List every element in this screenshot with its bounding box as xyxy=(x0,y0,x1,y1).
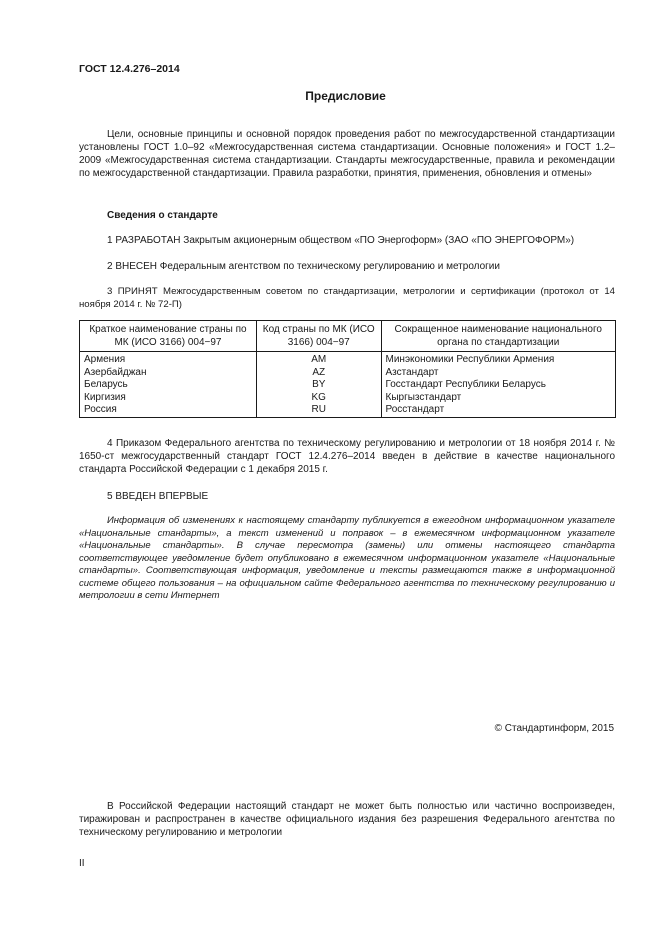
table-cell-body: Госстандарт Республики Беларусь xyxy=(381,379,616,392)
table-row xyxy=(80,367,616,380)
table-header-body: Сокращенное наименование национального органа по стандартизации xyxy=(381,321,616,352)
item-first-introduced: 5 ВВЕДЕН ВПЕРВЫЕ xyxy=(107,491,209,502)
table-cell-code: AZ xyxy=(256,367,381,380)
table-row xyxy=(80,352,616,367)
item-introduced: 2 ВНЕСЕН Федеральным агентством по техническому регулированию и метрологии xyxy=(107,261,500,272)
document-code: ГОСТ 12.4.276–2014 xyxy=(79,63,180,75)
page-number: II xyxy=(79,858,85,869)
table-cell-code: BY xyxy=(256,379,381,392)
item-order: 4 Приказом Федерального агентства по техническому регулированию и метрологии от 18 ноября 2014 г. № 1650-ст межгосударственный стандарт ГОСТ 12.4.276–2014 введен в действие в качестве национального стандарта Российской Федерации с 1 декабря 2015 г. xyxy=(79,438,615,475)
item-adopted: 3 ПРИНЯТ Межгосударственным советом по стандартизации, метрологии и сертификации (протокол от 14 ноября 2014 г. № 72-П) xyxy=(79,286,615,310)
table-cell-body: Минэкономики Республики Армения xyxy=(381,352,616,367)
table-header-country: Краткое наименование страны по МК (ИСО 3166) 004−97 xyxy=(80,321,257,352)
table-cell-body: Азстандарт xyxy=(381,367,616,380)
table-cell-country: Киргизия xyxy=(80,392,257,405)
legal-notice: В Российской Федерации настоящий стандарт не может быть полностью или частично воспроизведен, тиражирован и распространен в качестве официального издания без разрешения Федерального агентства по техническому регулированию и метрологии xyxy=(79,801,615,838)
table-row xyxy=(80,379,616,392)
table-cell-country: Азербайджан xyxy=(80,367,257,380)
page-title: Предисловие xyxy=(305,89,386,103)
intro-paragraph: Цели, основные принципы и основной порядок проведения работ по межгосударственной стандартизации установлены ГОСТ 1.0–92 «Межгосударственная система стандартизации. Основные положения» и ГОСТ 1.2–2009 «Межгосударственная система стандартизации. Стандарты межгосударственные, правила и рекомендации по межгосударственной стандартизации. Правила разработки, принятия, применения, обновления и отмены» xyxy=(79,129,615,179)
table-cell-country: Россия xyxy=(80,404,257,417)
table-cell-body: Росстандарт xyxy=(381,404,616,417)
amendments-notice: Информация об изменениях к настоящему стандарту публикуется в ежегодном информационном указателе «Национальные стандарты», а текст изменений и поправок – в ежемесячном информационном указателе «Национальные стандарты». В случае пересмотра (замены) или отмены настоящего стандарта соответствующее уведомление будет опубликовано в ежемесячном информационном указателе «Национальные стандарты». Соответствующая информация, уведомление и тексты размещаются также в информационной системе общего пользования – на официальном сайте Федерального агентства по техническому регулированию и метрологии в сети Интернет xyxy=(79,515,615,601)
section-title: Сведения о стандарте xyxy=(107,210,218,221)
table-header-code: Код страны по МК (ИСО 3166) 004−97 xyxy=(256,321,381,352)
table-header-row xyxy=(80,321,616,352)
countries-table xyxy=(79,320,616,418)
table-cell-country: Армения xyxy=(80,352,257,367)
table-cell-code: RU xyxy=(256,404,381,417)
table-cell-country: Беларусь xyxy=(80,379,257,392)
table-row xyxy=(80,404,616,417)
table-row xyxy=(80,392,616,405)
table-cell-body: Кыргызстандарт xyxy=(381,392,616,405)
copyright: © Стандартинформ, 2015 xyxy=(494,723,614,734)
table-cell-code: KG xyxy=(256,392,381,405)
item-developed: 1 РАЗРАБОТАН Закрытым акционерным обществом «ПО Энергоформ» (ЗАО «ПО ЭНЕРГОФОРМ») xyxy=(107,235,575,246)
table-cell-code: AM xyxy=(256,352,381,367)
